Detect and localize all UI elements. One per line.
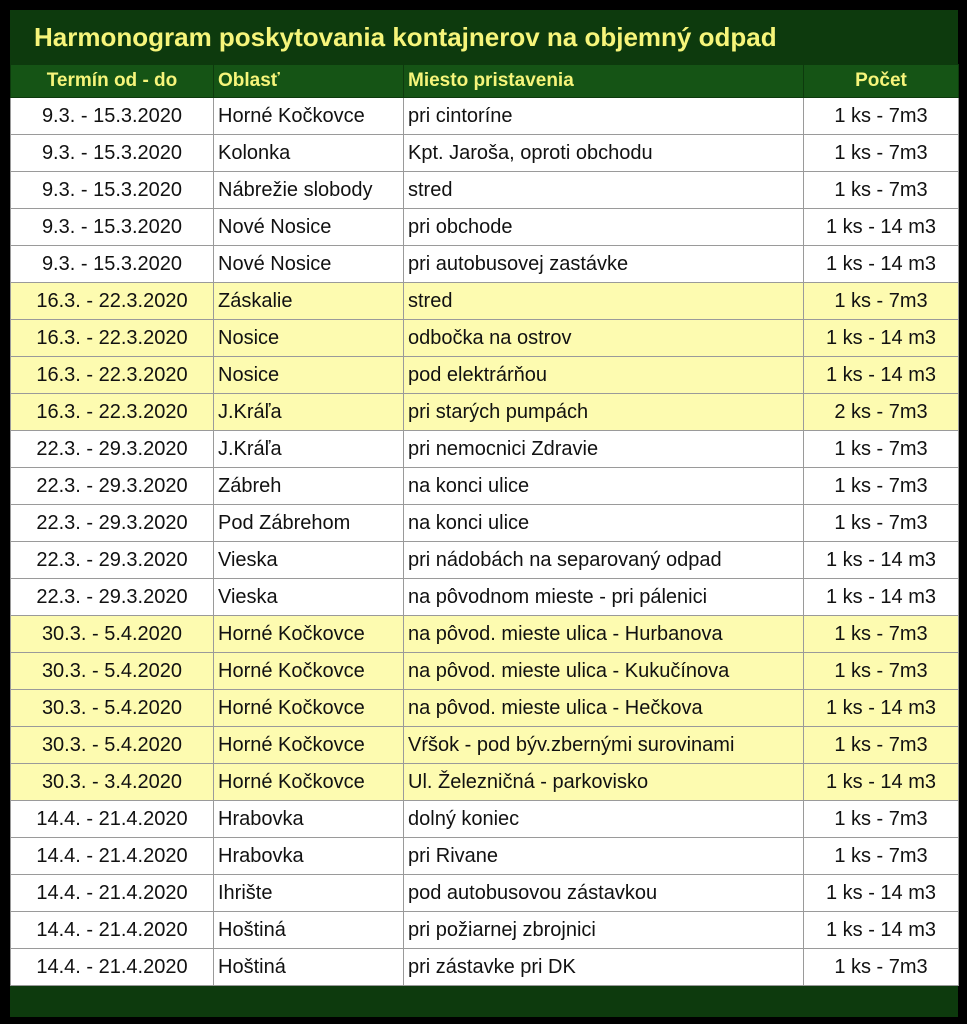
- cell-area: Nábrežie slobody: [214, 172, 404, 209]
- cell-term: 9.3. - 15.3.2020: [11, 246, 214, 283]
- cell-term: 22.3. - 29.3.2020: [11, 468, 214, 505]
- cell-place: Ul. Železničná - parkovisko: [404, 764, 804, 801]
- cell-count: 1 ks - 7m3: [804, 949, 959, 986]
- table-row: [11, 616, 959, 653]
- cell-place: pri starých pumpách: [404, 394, 804, 431]
- cell-term: 30.3. - 5.4.2020: [11, 616, 214, 653]
- table-row: [11, 468, 959, 505]
- cell-count: 1 ks - 7m3: [804, 468, 959, 505]
- cell-term: 16.3. - 22.3.2020: [11, 394, 214, 431]
- cell-count: 1 ks - 7m3: [804, 98, 959, 135]
- table-row: [11, 209, 959, 246]
- cell-area: Záskalie: [214, 283, 404, 320]
- cell-count: 1 ks - 14 m3: [804, 764, 959, 801]
- cell-area: J.Kráľa: [214, 431, 404, 468]
- cell-count: 1 ks - 7m3: [804, 801, 959, 838]
- cell-place: na pôvodnom mieste - pri pálenici: [404, 579, 804, 616]
- cell-place: stred: [404, 172, 804, 209]
- cell-area: Nosice: [214, 320, 404, 357]
- cell-place: dolný koniec: [404, 801, 804, 838]
- column-header-area: Oblasť: [214, 65, 404, 98]
- table-body: [11, 98, 959, 986]
- cell-area: J.Kráľa: [214, 394, 404, 431]
- cell-place: pri zástavke pri DK: [404, 949, 804, 986]
- cell-count: 1 ks - 14 m3: [804, 209, 959, 246]
- cell-term: 16.3. - 22.3.2020: [11, 283, 214, 320]
- cell-place: stred: [404, 283, 804, 320]
- cell-term: 14.4. - 21.4.2020: [11, 949, 214, 986]
- table-row: [11, 505, 959, 542]
- cell-place: pri požiarnej zbrojnici: [404, 912, 804, 949]
- table-row: [11, 320, 959, 357]
- cell-term: 16.3. - 22.3.2020: [11, 320, 214, 357]
- cell-count: 2 ks - 7m3: [804, 394, 959, 431]
- cell-count: 1 ks - 14 m3: [804, 357, 959, 394]
- cell-place: pod autobusovou zástavkou: [404, 875, 804, 912]
- table-header-row: [11, 65, 959, 98]
- cell-count: 1 ks - 7m3: [804, 135, 959, 172]
- table-row: [11, 912, 959, 949]
- table-row: [11, 838, 959, 875]
- column-header-count: Počet: [804, 65, 959, 98]
- cell-area: Kolonka: [214, 135, 404, 172]
- cell-place: na konci ulice: [404, 468, 804, 505]
- table-row: [11, 283, 959, 320]
- schedule-frame: [10, 10, 958, 1017]
- cell-count: 1 ks - 7m3: [804, 431, 959, 468]
- cell-place: pri nádobách na separovaný odpad: [404, 542, 804, 579]
- table-row: [11, 246, 959, 283]
- cell-place: na pôvod. mieste ulica - Hečkova: [404, 690, 804, 727]
- cell-count: 1 ks - 7m3: [804, 616, 959, 653]
- cell-place: Kpt. Jaroša, oproti obchodu: [404, 135, 804, 172]
- cell-area: Nosice: [214, 357, 404, 394]
- cell-area: Horné Kočkovce: [214, 653, 404, 690]
- cell-term: 30.3. - 5.4.2020: [11, 690, 214, 727]
- cell-area: Zábreh: [214, 468, 404, 505]
- cell-count: 1 ks - 7m3: [804, 653, 959, 690]
- cell-term: 22.3. - 29.3.2020: [11, 505, 214, 542]
- cell-area: Horné Kočkovce: [214, 764, 404, 801]
- cell-area: Hoštiná: [214, 912, 404, 949]
- cell-place: pri autobusovej zastávke: [404, 246, 804, 283]
- cell-area: Pod Zábrehom: [214, 505, 404, 542]
- cell-area: Horné Kočkovce: [214, 616, 404, 653]
- cell-place: na pôvod. mieste ulica - Kukučínova: [404, 653, 804, 690]
- cell-count: 1 ks - 14 m3: [804, 246, 959, 283]
- cell-term: 22.3. - 29.3.2020: [11, 431, 214, 468]
- table-row: [11, 690, 959, 727]
- cell-place: pri Rivane: [404, 838, 804, 875]
- cell-count: 1 ks - 14 m3: [804, 579, 959, 616]
- table-row: [11, 135, 959, 172]
- cell-area: Horné Kočkovce: [214, 690, 404, 727]
- cell-term: 14.4. - 21.4.2020: [11, 875, 214, 912]
- cell-place: pod elektrárňou: [404, 357, 804, 394]
- cell-place: na pôvod. mieste ulica - Hurbanova: [404, 616, 804, 653]
- cell-area: Horné Kočkovce: [214, 727, 404, 764]
- table-row: [11, 801, 959, 838]
- table-row: [11, 949, 959, 986]
- cell-term: 14.4. - 21.4.2020: [11, 912, 214, 949]
- cell-place: pri cintoríne: [404, 98, 804, 135]
- cell-term: 9.3. - 15.3.2020: [11, 98, 214, 135]
- page-title: Harmonogram poskytovania kontajnerov na objemný odpad: [10, 10, 958, 64]
- table-row: [11, 394, 959, 431]
- table-row: [11, 764, 959, 801]
- cell-place: odbočka na ostrov: [404, 320, 804, 357]
- cell-term: 30.3. - 5.4.2020: [11, 727, 214, 764]
- cell-term: 9.3. - 15.3.2020: [11, 209, 214, 246]
- table-row: [11, 98, 959, 135]
- cell-count: 1 ks - 7m3: [804, 283, 959, 320]
- cell-place: pri nemocnici Zdravie: [404, 431, 804, 468]
- table-row: [11, 727, 959, 764]
- cell-area: Hrabovka: [214, 801, 404, 838]
- table-row: [11, 172, 959, 209]
- cell-term: 22.3. - 29.3.2020: [11, 579, 214, 616]
- table-row: [11, 542, 959, 579]
- cell-area: Horné Kočkovce: [214, 98, 404, 135]
- cell-term: 30.3. - 5.4.2020: [11, 653, 214, 690]
- cell-count: 1 ks - 14 m3: [804, 542, 959, 579]
- cell-count: 1 ks - 7m3: [804, 172, 959, 209]
- cell-term: 22.3. - 29.3.2020: [11, 542, 214, 579]
- cell-count: 1 ks - 7m3: [804, 505, 959, 542]
- cell-term: 16.3. - 22.3.2020: [11, 357, 214, 394]
- cell-area: Hrabovka: [214, 838, 404, 875]
- cell-area: Vieska: [214, 542, 404, 579]
- column-header-place: Miesto pristavenia: [404, 65, 804, 98]
- table-row: [11, 653, 959, 690]
- cell-count: 1 ks - 7m3: [804, 727, 959, 764]
- cell-count: 1 ks - 14 m3: [804, 320, 959, 357]
- cell-term: 14.4. - 21.4.2020: [11, 838, 214, 875]
- cell-term: 14.4. - 21.4.2020: [11, 801, 214, 838]
- cell-count: 1 ks - 14 m3: [804, 875, 959, 912]
- cell-count: 1 ks - 7m3: [804, 838, 959, 875]
- cell-area: Vieska: [214, 579, 404, 616]
- cell-place: pri obchode: [404, 209, 804, 246]
- cell-count: 1 ks - 14 m3: [804, 690, 959, 727]
- cell-term: 9.3. - 15.3.2020: [11, 135, 214, 172]
- cell-area: Ihrište: [214, 875, 404, 912]
- schedule-table: [10, 64, 959, 986]
- table-row: [11, 579, 959, 616]
- cell-area: Nové Nosice: [214, 209, 404, 246]
- table-row: [11, 357, 959, 394]
- cell-area: Hoštiná: [214, 949, 404, 986]
- table-row: [11, 875, 959, 912]
- cell-area: Nové Nosice: [214, 246, 404, 283]
- column-header-term: Termín od - do: [11, 65, 214, 98]
- cell-place: na konci ulice: [404, 505, 804, 542]
- cell-count: 1 ks - 14 m3: [804, 912, 959, 949]
- cell-term: 9.3. - 15.3.2020: [11, 172, 214, 209]
- cell-term: 30.3. - 3.4.2020: [11, 764, 214, 801]
- table-row: [11, 431, 959, 468]
- cell-place: Vŕšok - pod býv.zbernými surovinami: [404, 727, 804, 764]
